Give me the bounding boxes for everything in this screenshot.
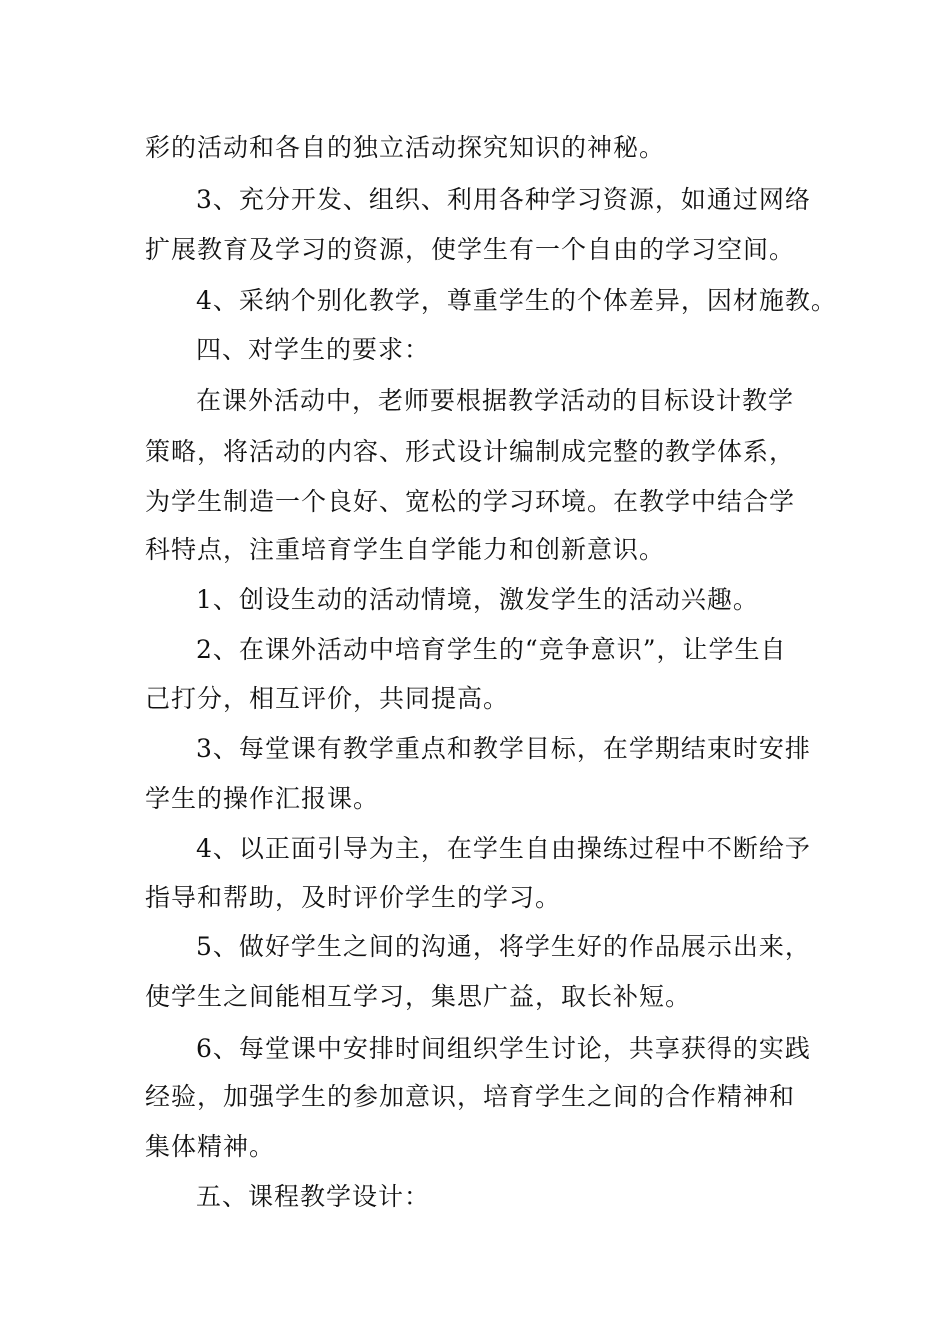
text-line: 指导和帮助，及时评价学生的学习。 bbox=[145, 883, 562, 912]
text-line: 经验，加强学生的参加意识，培育学生之间的合作精神和 bbox=[145, 1082, 796, 1111]
text-line: 5、做好学生之间的沟通，将学生好的作品展示出来， bbox=[196, 932, 811, 961]
section-heading: 四、对学生的要求： bbox=[196, 335, 431, 364]
text-line: 4、采纳个别化教学，尊重学生的个体差异，因材施教。 bbox=[196, 286, 837, 315]
text-line: 使学生之间能相互学习，集思广益，取长补短。 bbox=[145, 982, 692, 1011]
text-line: 彩的活动和各自的独立活动探究知识的神秘。 bbox=[145, 133, 666, 162]
text-line: 己打分，相互评价，共同提高。 bbox=[145, 684, 510, 713]
section-heading: 五、课程教学设计： bbox=[196, 1182, 431, 1211]
text-line: 1、创设生动的活动情境，激发学生的活动兴趣。 bbox=[196, 585, 759, 614]
text-line: 策略，将活动的内容、形式设计编制成完整的教学体系， bbox=[145, 437, 796, 466]
text-line: 2、在课外活动中培育学生的“竞争意识”，让学生自 bbox=[196, 635, 787, 664]
text-line: 3、每堂课有教学重点和教学目标，在学期结束时安排 bbox=[196, 734, 811, 763]
text-line: 学生的操作汇报课。 bbox=[145, 784, 380, 813]
text-line: 科特点，注重培育学生自学能力和创新意识。 bbox=[145, 535, 666, 564]
text-line: 集体精神。 bbox=[145, 1132, 276, 1161]
text-line: 6、每堂课中安排时间组织学生讨论，共享获得的实践 bbox=[196, 1034, 811, 1063]
text-line: 在课外活动中，老师要根据教学活动的目标设计教学 bbox=[196, 386, 795, 415]
text-line: 扩展教育及学习的资源，使学生有一个自由的学习空间。 bbox=[145, 235, 796, 264]
text-line: 3、充分开发、组织、利用各种学习资源，如通过网络 bbox=[196, 185, 811, 214]
text-line: 为学生制造一个良好、宽松的学习环境。在教学中结合学 bbox=[145, 487, 796, 516]
text-line: 4、以正面引导为主，在学生自由操练过程中不断给予 bbox=[196, 834, 811, 863]
